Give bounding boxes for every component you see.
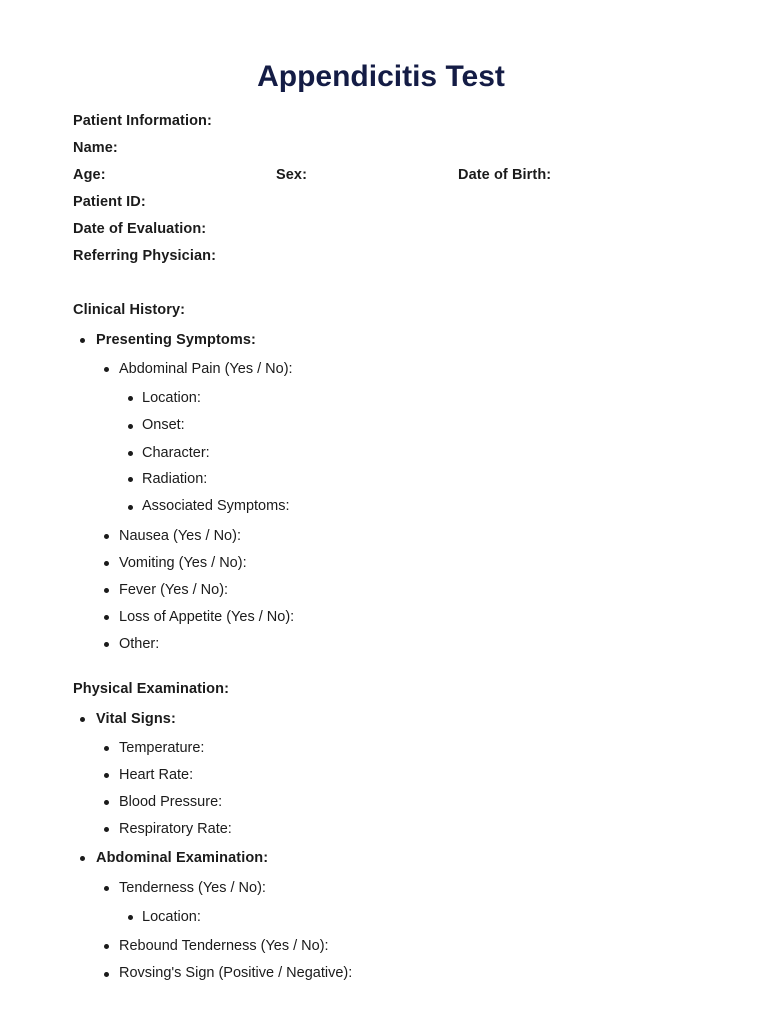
bullet-icon (104, 561, 109, 566)
rebound-tenderness-label: Rebound Tenderness (Yes / No): (119, 938, 329, 954)
bullet-icon (80, 856, 85, 861)
date-of-birth-label: Date of Birth: (458, 167, 552, 183)
associated-symptoms-label: Associated Symptoms: (142, 498, 290, 514)
bullet-icon (128, 451, 133, 456)
date-of-evaluation-label: Date of Evaluation: (73, 221, 207, 237)
patient-information-heading: Patient Information: (73, 113, 212, 129)
physical-examination-heading: Physical Examination: (73, 681, 230, 697)
referring-physician-label: Referring Physician: (73, 248, 217, 264)
bullet-icon (104, 615, 109, 620)
age-label: Age: (73, 167, 106, 183)
clinical-history-heading: Clinical History: (73, 302, 186, 318)
bullet-icon (128, 505, 133, 510)
sex-label: Sex: (276, 167, 308, 183)
bullet-icon (104, 773, 109, 778)
vital-signs-label: Vital Signs: (96, 711, 176, 727)
name-label: Name: (73, 140, 118, 156)
bullet-icon (128, 915, 133, 920)
tenderness-label: Tenderness (Yes / No): (119, 880, 266, 896)
vomiting-label: Vomiting (Yes / No): (119, 555, 247, 571)
bullet-icon (128, 477, 133, 482)
heart-rate-label: Heart Rate: (119, 767, 194, 783)
bullet-icon (104, 944, 109, 949)
bullet-icon (104, 827, 109, 832)
document-title: Appendicitis Test (257, 60, 505, 93)
presenting-symptoms-label: Presenting Symptoms: (96, 332, 256, 348)
loss-of-appetite-label: Loss of Appetite (Yes / No): (119, 609, 295, 625)
bullet-icon (128, 424, 133, 429)
pain-location-label: Location: (142, 390, 201, 406)
other-symptoms-label: Other: (119, 636, 160, 652)
bullet-icon (104, 588, 109, 593)
bullet-icon (128, 396, 133, 401)
abdominal-examination-label: Abdominal Examination: (96, 850, 269, 866)
bullet-icon (104, 642, 109, 647)
pain-character-label: Character: (142, 445, 210, 461)
bullet-icon (104, 534, 109, 539)
abdominal-pain-label: Abdominal Pain (Yes / No): (119, 361, 293, 377)
respiratory-rate-label: Respiratory Rate: (119, 821, 232, 837)
bullet-icon (104, 800, 109, 805)
bullet-icon (80, 338, 85, 343)
bullet-icon (104, 367, 109, 372)
nausea-label: Nausea (Yes / No): (119, 528, 241, 544)
fever-label: Fever (Yes / No): (119, 582, 229, 598)
bullet-icon (80, 717, 85, 722)
blood-pressure-label: Blood Pressure: (119, 794, 223, 810)
bullet-icon (104, 886, 109, 891)
pain-onset-label: Onset: (142, 417, 185, 433)
patient-id-label: Patient ID: (73, 194, 146, 210)
bullet-icon (104, 972, 109, 977)
tenderness-location-label: Location: (142, 909, 201, 925)
pain-radiation-label: Radiation: (142, 471, 208, 487)
bullet-icon (104, 746, 109, 751)
rovsings-sign-label: Rovsing's Sign (Positive / Negative): (119, 965, 353, 981)
temperature-label: Temperature: (119, 740, 205, 756)
